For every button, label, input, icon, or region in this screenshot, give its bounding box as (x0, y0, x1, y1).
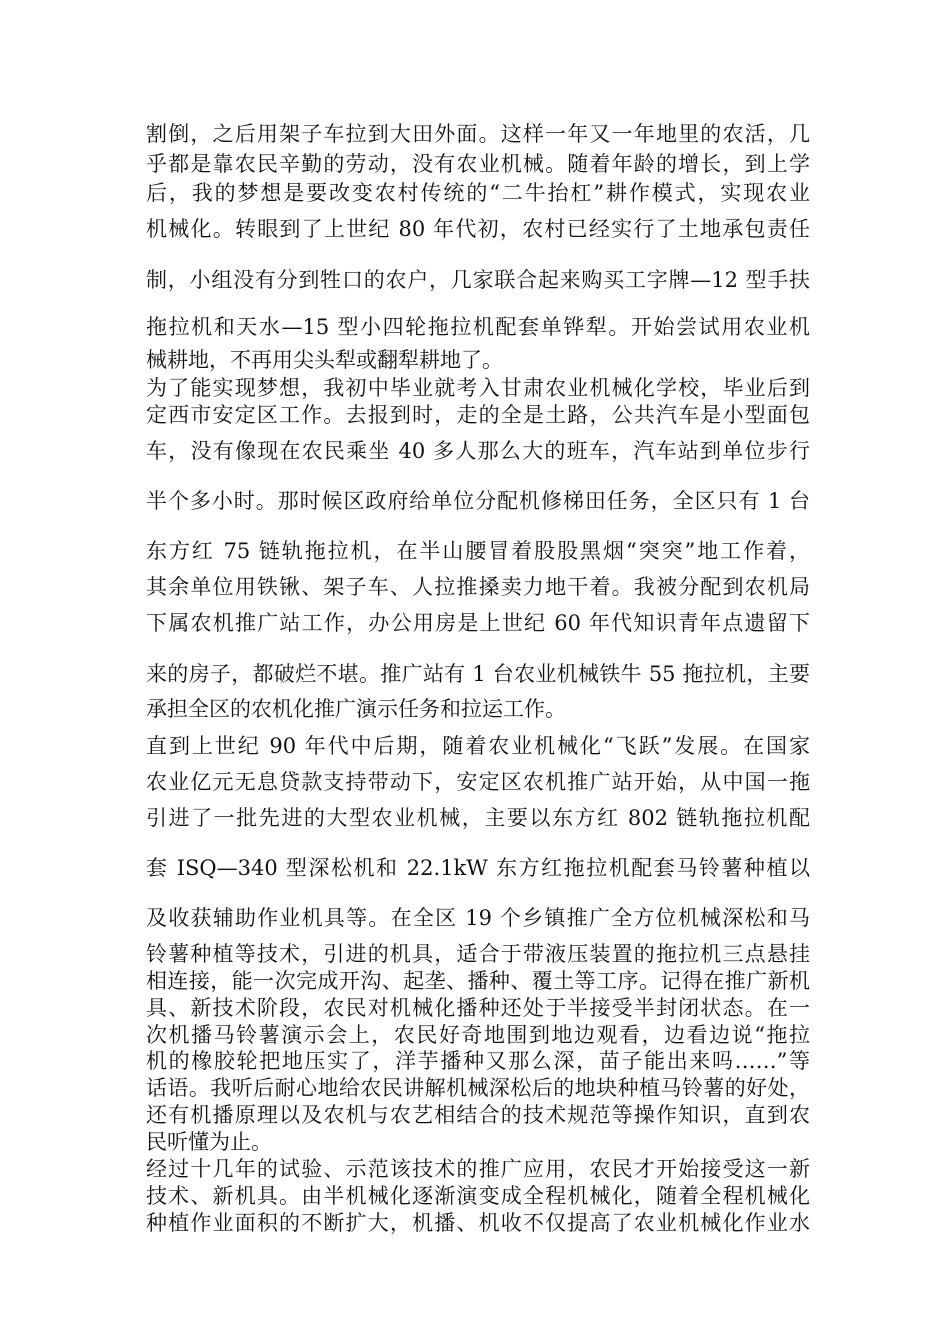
text-line: 引进了一批先进的大型农业机械，主要以东方红 802 链轨拖拉机配 (146, 806, 810, 830)
text-line: 拖拉机和天水—15 型小四轮拖拉机配套单铧犁。开始尝试用农业机 (146, 315, 810, 339)
text-line: 技术、新机具。由半机械化逐渐演变成全程机械化，随着全程机械化 (146, 1184, 810, 1208)
text-line: 为了能实现梦想，我初中毕业就考入甘肃农业机械化学校，毕业后到 (146, 376, 810, 400)
text-line: 承担全区的农机化推广演示任务和拉运工作。 (146, 697, 566, 721)
text-line: 下属农机推广站工作，办公用房是上世纪 60 年代知识青年点遗留下 (146, 611, 810, 635)
text-line: 及收获辅助作业机具等。在全区 19 个乡镇推广全方位机械深松和马 (146, 906, 810, 930)
text-line: 还有机播原理以及农机与农艺相结合的技术规范等操作知识，直到农 (146, 1103, 810, 1127)
text-line: 其余单位用铁锹、架子车、人拉推搡卖力地干着。我被分配到农机局 (146, 575, 810, 599)
text-line: 械耕地，不再用尖头犁或翻犁耕地了。 (146, 348, 503, 372)
text-line: 来的房子，都破烂不堪。推广站有 1 台农业机械铁牛 55 拖拉机，主要 (146, 662, 810, 686)
text-line: 割倒，之后用架子车拉到大田外面。这样一年又一年地里的农活，几 (146, 122, 810, 146)
text-line: 机的橡胶轮把地压实了，洋芋播种又那么深，苗子能出来吗……”等 (146, 1049, 810, 1073)
text-line: 定西市安定区工作。去报到时，走的全是土路，公共汽车是小型面包 (146, 403, 810, 427)
text-line: 后，我的梦想是要改变农村传统的“二牛抬杠”耕作模式，实现农业 (146, 181, 810, 205)
text-line: 制，小组没有分到牲口的农户，几家联合起来购买工字牌—12 型手扶 (146, 268, 810, 292)
text-line: 话语。我听后耐心地给农民讲解机械深松后的地块种植马铃薯的好处， (146, 1076, 810, 1100)
text-line: 车，没有像现在农民乘坐 40 多人那么大的班车，汽车站到单位步行 (146, 439, 810, 463)
text-line: 铃薯种植等技术，引进的机具，适合于带液压装置的拖拉机三点悬挂 (146, 942, 810, 966)
text-line: 东方红 75 链轨拖拉机，在半山腰冒着股股黑烟“突突”地工作着， (146, 539, 810, 563)
text-line: 农业亿元无息贷款支持带动下，安定区农机推广站开始，从中国一拖 (146, 770, 810, 794)
text-line: 相连接，能一次完成开沟、起垄、播种、覆土等工序。记得在推广新机 (146, 969, 810, 993)
text-line: 套 ISQ—340 型深松机和 22.1kW 东方红拖拉机配套马铃薯种植以 (146, 856, 810, 880)
text-line: 半个多小时。那时候区政府给单位分配机修梯田任务，全区只有 1 台 (146, 489, 810, 513)
text-line: 乎都是靠农民辛勤的劳动，没有农业机械。随着年龄的增长，到上学 (146, 152, 810, 176)
text-line: 机械化。转眼到了上世纪 80 年代初，农村已经实行了土地承包责任 (146, 217, 810, 241)
text-line: 民听懂为止。 (146, 1130, 272, 1154)
text-line: 直到上世纪 90 年代中后期，随着农业机械化“飞跃”发展。在国家 (146, 734, 810, 758)
text-line: 种植作业面积的不断扩大，机播、机收不仅提高了农业机械化作业水 (146, 1211, 810, 1235)
text-line: 具、新技术阶段，农民对机械化播种还处于半接受半封闭状态。在一 (146, 996, 810, 1020)
text-line: 经过十几年的试验、示范该技术的推广应用，农民才开始接受这一新 (146, 1157, 810, 1181)
text-line: 次机播马铃薯演示会上，农民好奇地围到地边观看，边看边说“拖拉 (146, 1023, 810, 1047)
